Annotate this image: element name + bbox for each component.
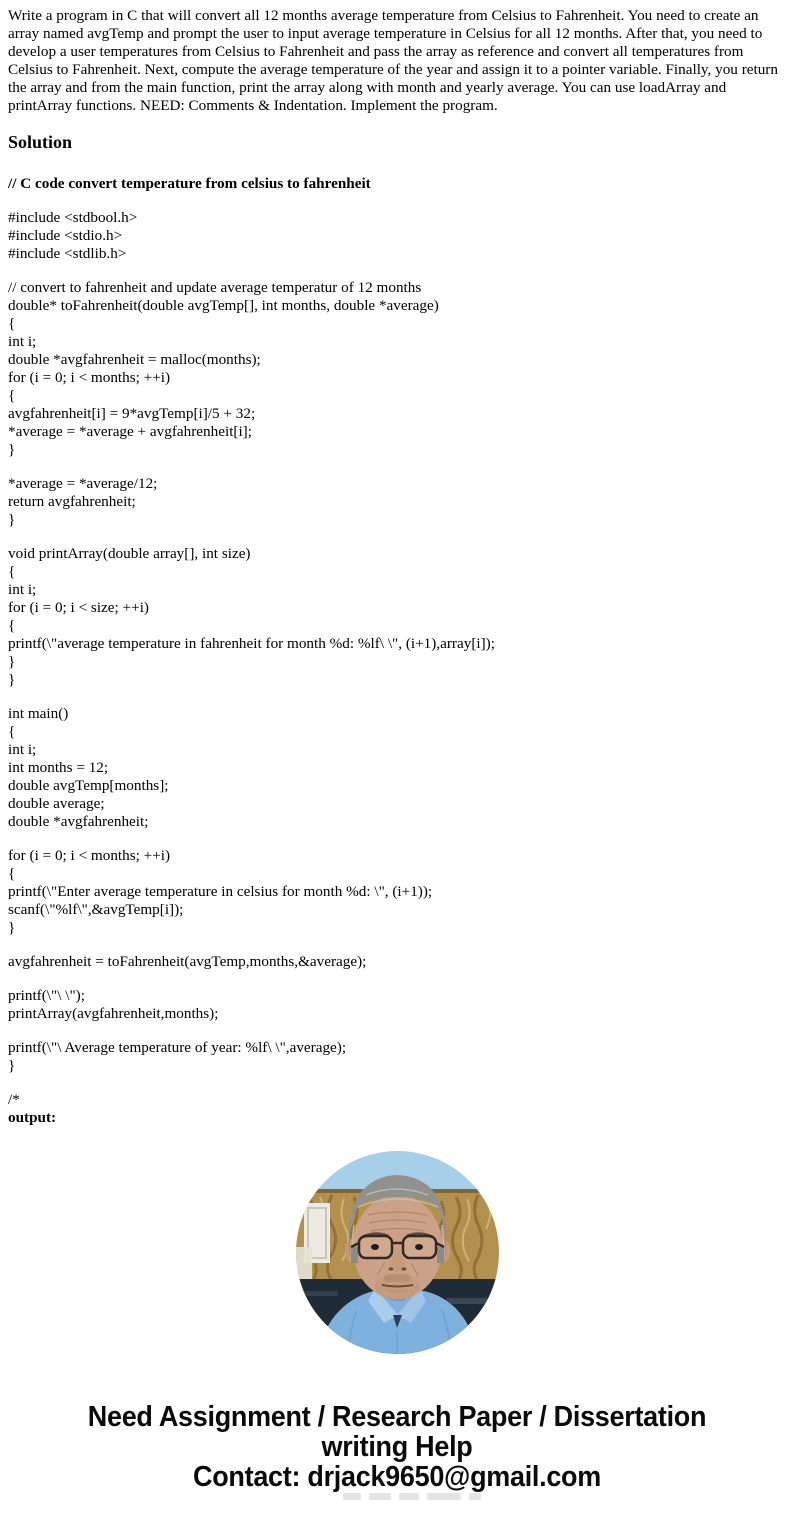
footer-banner [35, 1402, 759, 1492]
left-eye [371, 1244, 379, 1250]
code-paragraph: avgfahrenheit = toFahrenheit(avgTemp,months,&average); [8, 953, 367, 970]
footer-contact-email: Contact: drjack9650@gmail.com [193, 1461, 601, 1493]
problem-statement: Write a program in C that will convert all 12 months average temperature from Celsius to Fahrenheit. You need to create an array named avgTemp and prompt the user to input average temperature in Celsius for all 12 months. After that, you need to develop a user temperatures from Celsius to Fahrenheit and pass the array as reference and convert all temperatures from Celsius to Fahrenheit. Next, compute the average temperature of the year and assign it to a pointer variable. Finally, you return the array and from the main function, print the array along with month and yearly average. You can use loadArray and printArray functions. NEED: Comments & Indentation. Implement the program. [8, 7, 778, 114]
footer-headline-line2: writing Help [321, 1431, 473, 1463]
right-eye [415, 1244, 423, 1250]
code-paragraph: for (i = 0; i < months; ++i) { printf(\"Enter average temperature in celsius for month %d: \", (i+1)); scanf(\"%lf\",&avgTemp[i]); } [8, 847, 433, 936]
code-paragraph: #include <stdbool.h> #include <stdio.h> #include <stdlib.h> [8, 209, 138, 262]
blurred-watermark [38, 1493, 786, 1501]
code-paragraph: /* output: [8, 1091, 57, 1126]
code-paragraph: printf(\"\ \"); printArray(avgfahrenheit,months); [8, 987, 219, 1022]
code-paragraph: printf(\"\ Average temperature of year: %lf\ \",average); } [8, 1039, 347, 1074]
code-paragraph: void printArray(double array[], int size) { int i; for (i = 0; i < size; ++i) { printf(\"average temperature in fahrenheit for month %d: %lf\ \", (i+1),array[i]); } } [8, 545, 495, 688]
solution-heading: Solution [8, 132, 73, 152]
code-output-label: output: [8, 1109, 57, 1126]
code-paragraph: int main() { int i; int months = 12; double avgTemp[months]; double average; double *avgfahrenheit; [8, 705, 169, 830]
tutor-avatar-illustration [296, 1151, 499, 1354]
code-listing [8, 209, 786, 1127]
tutor-photo [296, 1151, 499, 1354]
code-title-comment: // C code convert temperature from celsius to fahrenheit [8, 175, 371, 192]
code-paragraph: *average = *average/12; return avgfahrenheit; } [8, 475, 158, 528]
code-paragraph: // convert to fahrenheit and update average temperatur of 12 months double* toFahrenheit(double avgTemp[], int months, double *average) { int i; double *avgfahrenheit = malloc(months); for (i = 0; i < months; ++i) { avgfahrenheit[i] = 9*avgTemp[i]/5 + 32; *average = *average + avgfahrenheit[i]; } [8, 279, 439, 458]
footer-headline-line1: Need Assignment / Research Paper / Dissertation [87, 1401, 707, 1433]
